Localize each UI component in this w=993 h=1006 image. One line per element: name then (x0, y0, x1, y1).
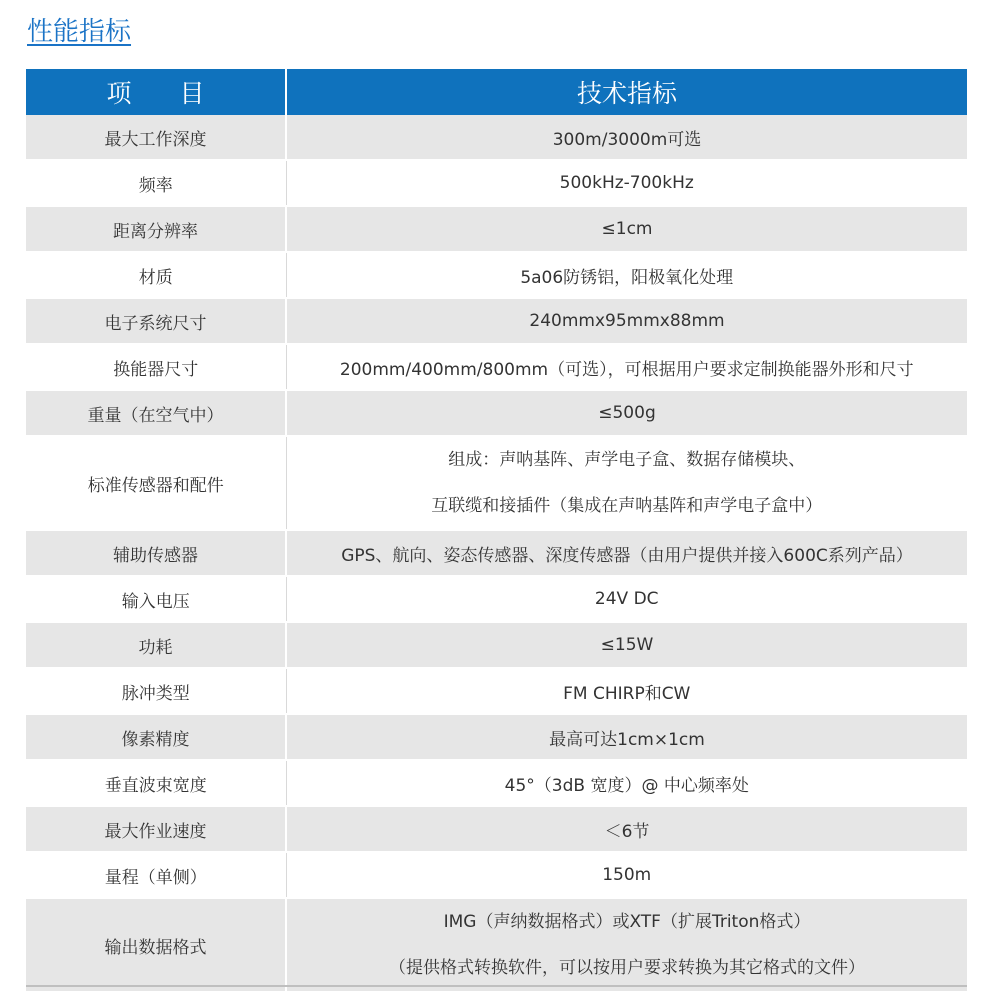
row-value: 500kHz-700kHz (286, 160, 967, 206)
row-value: ＜6节 (286, 806, 967, 852)
row-value (286, 898, 967, 992)
row-value: ≤1cm (286, 206, 967, 252)
row-value: 5a06防锈铝，阳极氧化处理 (286, 252, 967, 298)
table-row (26, 576, 967, 622)
row-label: 最大工作深度 (26, 115, 286, 160)
row-value: ≤500g (286, 390, 967, 436)
row-label: 最大作业速度 (26, 806, 286, 852)
row-label: 功耗 (26, 622, 286, 668)
table-row (26, 436, 967, 530)
table-row (26, 760, 967, 806)
row-label: 量程（单侧） (26, 852, 286, 898)
row-label: 材质 (26, 252, 286, 298)
row-label: 像素精度 (26, 714, 286, 760)
table-row (26, 252, 967, 298)
row-label: 脉冲类型 (26, 668, 286, 714)
row-value: 45°（3dB 宽度）@ 中心频率处 (286, 760, 967, 806)
table-row (26, 898, 967, 992)
table-row (26, 806, 967, 852)
row-value: FM CHIRP和CW (286, 668, 967, 714)
row-label: 电子系统尺寸 (26, 298, 286, 344)
row-label: 距离分辨率 (26, 206, 286, 252)
row-label: 标准传感器和配件 (26, 436, 286, 530)
table-row (26, 115, 967, 160)
row-label: 输入电压 (26, 576, 286, 622)
row-value: 300m/3000m可选 (286, 115, 967, 160)
row-value: 150m (286, 852, 967, 898)
table-row (26, 298, 967, 344)
table-header-row (26, 69, 967, 115)
row-value-line: （提供格式转换软件，可以按用户要求转换为其它格式的文件） (389, 958, 865, 978)
row-label: 垂直波束宽度 (26, 760, 286, 806)
row-value-line: IMG（声纳数据格式）或XTF（扩展Triton格式） (443, 912, 811, 932)
spec-table (26, 69, 967, 993)
table-row (26, 160, 967, 206)
row-value: GPS、航向、姿态传感器、深度传感器（由用户提供并接入600C系列产品） (286, 530, 967, 576)
header-spec: 技术指标 (286, 69, 967, 115)
row-label: 换能器尺寸 (26, 344, 286, 390)
row-value: 200mm/400mm/800mm（可选），可根据用户要求定制换能器外形和尺寸 (286, 344, 967, 390)
row-value-line: 互联缆和接插件（集成在声呐基阵和声学电子盒中） (431, 496, 823, 516)
row-label: 频率 (26, 160, 286, 206)
table-row (26, 344, 967, 390)
bottom-divider (26, 985, 967, 987)
row-value (286, 436, 967, 530)
page-title: 性能指标 (27, 17, 132, 47)
table-row (26, 206, 967, 252)
table-row (26, 852, 967, 898)
row-value: 24V DC (286, 576, 967, 622)
table-row (26, 622, 967, 668)
header-item: 项目 (26, 69, 286, 115)
row-value: 最高可达1cm×1cm (286, 714, 967, 760)
table-row (26, 390, 967, 436)
table-row (26, 530, 967, 576)
table-row (26, 668, 967, 714)
row-value: 240mmx95mmx88mm (286, 298, 967, 344)
row-label: 重量（在空气中） (26, 390, 286, 436)
row-value-line: 组成：声呐基阵、声学电子盒、数据存储模块、 (448, 450, 806, 470)
row-value: ≤15W (286, 622, 967, 668)
row-label: 辅助传感器 (26, 530, 286, 576)
row-label: 输出数据格式 (26, 898, 286, 992)
table-row (26, 714, 967, 760)
